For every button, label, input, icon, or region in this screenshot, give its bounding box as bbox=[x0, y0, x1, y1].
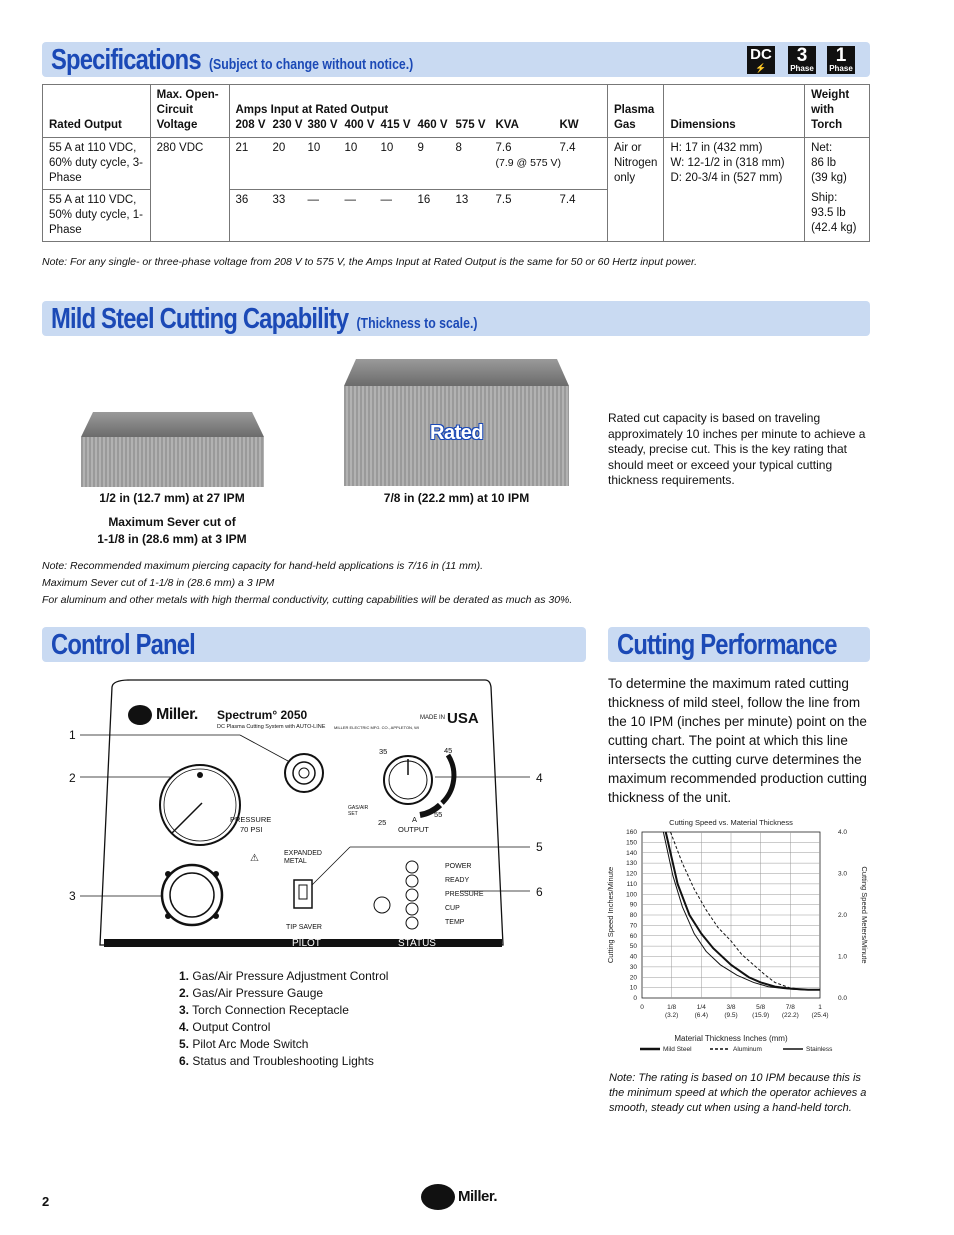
x-tick-label: 0 bbox=[640, 1004, 644, 1011]
dial-55: 55 bbox=[434, 810, 443, 819]
usa-label: USA bbox=[447, 710, 479, 727]
dial-45: 45 bbox=[444, 746, 453, 755]
y-tick-label: 110 bbox=[626, 880, 637, 888]
x-tick-label: 1/8 bbox=[667, 1004, 677, 1011]
pressure-label: PRESSURE bbox=[230, 815, 272, 824]
list-item: 4. Output Control bbox=[179, 1020, 271, 1034]
section-title: Specifications (Subject to change without notice.) bbox=[51, 44, 414, 76]
section-title: Control Panel bbox=[51, 629, 195, 661]
status-label: STATUS bbox=[398, 938, 436, 949]
gas-air-set-label: GAS/AIR SET bbox=[348, 805, 369, 817]
status-light-cup: CUP bbox=[445, 905, 460, 912]
y2-axis-label: Cutting Speed Meters/Minute bbox=[860, 866, 869, 964]
callout-6: 6 bbox=[536, 885, 543, 899]
y-tick-label: 150 bbox=[626, 839, 637, 847]
header-dimensions: Dimensions bbox=[664, 85, 805, 138]
dial-25: 25 bbox=[378, 818, 387, 827]
x-tick-label: (3.2) bbox=[664, 1012, 679, 1019]
x-tick-label: 3/8 bbox=[726, 1004, 736, 1011]
dc-badge-icon: DC ⚡ bbox=[747, 46, 775, 74]
header-rated-output: Rated Output bbox=[43, 85, 151, 138]
list-item: 6. Status and Troubleshooting Lights bbox=[179, 1054, 374, 1068]
list-item: 3. Torch Connection Receptacle bbox=[179, 1003, 349, 1017]
y-tick-label: 0 bbox=[633, 995, 637, 1002]
header-plasma-gas: Plasma Gas bbox=[607, 85, 663, 138]
callout-5: 5 bbox=[536, 840, 543, 854]
y2-tick-label: 0.0 bbox=[838, 995, 848, 1002]
manufacturer-label: MILLER ELECTRIC MFG. CO., APPLETON, WI bbox=[334, 725, 420, 730]
expanded-metal-label: EXPANDED METAL bbox=[284, 850, 322, 865]
block1-caption: 1/2 in (12.7 mm) at 27 IPM bbox=[99, 491, 245, 505]
single-phase-badge-icon: 1 Phase bbox=[827, 46, 855, 74]
table-row: 55 A at 110 VDC, 50% duty cycle, 1-Phase 36 33 — — — 16 13 7.5 7.4 bbox=[43, 190, 870, 242]
warning-icon: ⚠ bbox=[250, 853, 259, 864]
list-item: 5. Pilot Arc Mode Switch bbox=[179, 1037, 309, 1051]
x-axis-label: Material Thickness Inches (mm) bbox=[674, 1034, 788, 1043]
callout-1: 1 bbox=[69, 728, 76, 742]
cutting-chart bbox=[605, 815, 870, 1060]
y-tick-label: 160 bbox=[626, 829, 637, 836]
y-tick-label: 30 bbox=[629, 963, 637, 971]
panel-brand: Miller. bbox=[156, 706, 198, 723]
control-panel-drawing bbox=[60, 675, 560, 960]
y-tick-label: 10 bbox=[629, 984, 637, 992]
y-tick-label: 120 bbox=[626, 870, 637, 878]
callout-3: 3 bbox=[69, 889, 76, 903]
y2-tick-label: 2.0 bbox=[838, 912, 848, 919]
steel-block-half-inch bbox=[81, 412, 264, 487]
list-item: 1. Gas/Air Pressure Adjustment Control bbox=[179, 969, 389, 983]
header-weight: Weight with Torch bbox=[805, 85, 870, 138]
section-title: Cutting Performance bbox=[617, 629, 837, 661]
panel-model: Spectrum° 2050 bbox=[217, 708, 308, 722]
table-header-row bbox=[43, 85, 870, 138]
x-tick-label: (25.4) bbox=[811, 1012, 829, 1019]
miller-logo-icon bbox=[128, 705, 152, 725]
specifications-header bbox=[42, 42, 870, 77]
list-item: 2. Gas/Air Pressure Gauge bbox=[179, 986, 324, 1000]
legend-entry: Stainless bbox=[806, 1046, 833, 1053]
status-light-pressure: PRESSURE bbox=[445, 891, 484, 898]
y-tick-label: 50 bbox=[629, 943, 637, 951]
x-tick-label: 5/8 bbox=[756, 1004, 766, 1011]
x-tick-label: (22.2) bbox=[781, 1012, 799, 1019]
y-tick-label: 90 bbox=[629, 901, 637, 909]
y-tick-label: 80 bbox=[629, 912, 637, 919]
y-tick-label: 100 bbox=[626, 891, 637, 899]
legend-entry: Aluminum bbox=[733, 1046, 762, 1053]
specifications-note: Note: For any single- or three-phase voltage from 208 V to 575 V, the Amps Input at Rated Output is the same for 50 or 60 Hertz input power. bbox=[42, 256, 698, 268]
x-tick-label: 1 bbox=[818, 1004, 822, 1011]
header-amps-input: Amps Input at Rated Output 208 V 230 V 380 V 400 V 415 V 460 V 575 V KVA KW bbox=[229, 85, 607, 138]
cutting-performance-header bbox=[608, 627, 870, 662]
y-tick-label: 60 bbox=[629, 932, 637, 940]
status-light-power: POWER bbox=[445, 863, 472, 870]
x-tick-label: (15.9) bbox=[752, 1012, 770, 1019]
status-light-ready: READY bbox=[445, 877, 470, 884]
y-tick-label: 70 bbox=[629, 922, 637, 930]
y-axis-label: Cutting Speed Inches/Minute bbox=[606, 866, 615, 964]
mild-steel-header bbox=[42, 301, 870, 336]
legend-entry: Mild Steel bbox=[663, 1046, 692, 1053]
mild-steel-note-2: Maximum Sever cut of 1-1/8 in (28.6 mm) a 3 IPM bbox=[42, 577, 275, 589]
x-tick-label: 7/8 bbox=[785, 1004, 795, 1011]
block1-sub2: 1-1/8 in (28.6 mm) at 3 IPM bbox=[97, 532, 247, 546]
table-row: 55 A at 110 VDC, 60% duty cycle, 3-Phase 280 VDC 21 20 10 10 10 9 8 7.6 7.4 (7.9 @ 575 V) Air or Nitrogen only H: 17 in (432 mm) W: 12-1/2 in (318 mm) D: 20-3/4 in (527 mm) Net: 86 lb (39 kg) Ship: 93.5 lb (42.4 kg) bbox=[43, 138, 870, 190]
x-tick-label: (9.5) bbox=[724, 1012, 738, 1019]
specifications-table bbox=[42, 84, 870, 242]
cutting-chart-svg bbox=[605, 815, 870, 1060]
mild-steel-note-3: For aluminum and other metals with high thermal conductivity, cutting capabilities will be derated as much as 30%. bbox=[42, 594, 573, 606]
pilot-label: PILOT bbox=[292, 938, 321, 949]
made-in-label: MADE IN bbox=[420, 715, 446, 721]
dial-35: 35 bbox=[379, 747, 388, 756]
footer-miller-logo-icon bbox=[421, 1184, 455, 1210]
block2-caption: 7/8 in (22.2 mm) at 10 IPM bbox=[383, 491, 530, 505]
rated-description: Rated cut capacity is based on traveling approximately 10 inches per minute to achieve a steady, precise cut. This is the key rating that should meet or exceed your typical cutting thickness requirements. bbox=[608, 411, 866, 487]
tip-saver-label: TIP SAVER bbox=[286, 924, 322, 931]
cutting-performance-note: Note: The rating is based on 10 IPM because this is the minimum speed at which the operator achieves a smooth, steady cut when using a hand-held torch. bbox=[609, 1072, 867, 1114]
x-tick-label: 1/4 bbox=[696, 1004, 706, 1011]
y-tick-label: 20 bbox=[629, 974, 637, 982]
output-label: OUTPUT bbox=[398, 825, 429, 834]
header-max-ocv: Max. Open-Circuit Voltage bbox=[150, 85, 229, 138]
control-panel-header bbox=[42, 627, 586, 662]
rated-label: Rated bbox=[430, 422, 484, 444]
y2-tick-label: 1.0 bbox=[838, 953, 848, 961]
page-number: 2 bbox=[42, 1194, 50, 1209]
section-title: Mild Steel Cutting Capability (Thickness to scale.) bbox=[51, 303, 478, 335]
callout-4: 4 bbox=[536, 771, 543, 785]
y2-tick-label: 4.0 bbox=[838, 829, 848, 836]
y-tick-label: 130 bbox=[626, 860, 637, 868]
x-tick-label: (6.4) bbox=[694, 1012, 709, 1019]
y-tick-label: 40 bbox=[629, 953, 637, 961]
chart-title: Cutting Speed vs. Material Thickness bbox=[669, 818, 793, 827]
control-panel-legend bbox=[179, 968, 388, 1070]
three-phase-badge-icon: 3 Phase bbox=[788, 46, 816, 74]
dial-a: A bbox=[412, 815, 418, 824]
y2-tick-label: 3.0 bbox=[838, 870, 848, 878]
status-light-temp: TEMP bbox=[445, 919, 465, 926]
cutting-performance-description: To determine the maximum rated cutting thickness of mild steel, follow the line from the 10 IPM (inches per minute) point on the cutting chart. The point at which this line intersects the cutting curve determines the maximum recommended production cutting thickness of the unit. bbox=[608, 676, 867, 805]
y-tick-label: 140 bbox=[626, 849, 637, 857]
pressure-psi-label: 70 PSI bbox=[240, 825, 263, 834]
block1-sub1: Maximum Sever cut of bbox=[108, 515, 236, 529]
mild-steel-note-1: Note: Recommended maximum piercing capacity for hand-held applications is 7/16 in (11 mm). bbox=[42, 560, 484, 572]
callout-2: 2 bbox=[69, 771, 76, 785]
panel-model-sub: DC Plasma Cutting System with AUTO-LINE bbox=[217, 724, 326, 730]
footer-brand: Miller. bbox=[458, 1188, 498, 1205]
